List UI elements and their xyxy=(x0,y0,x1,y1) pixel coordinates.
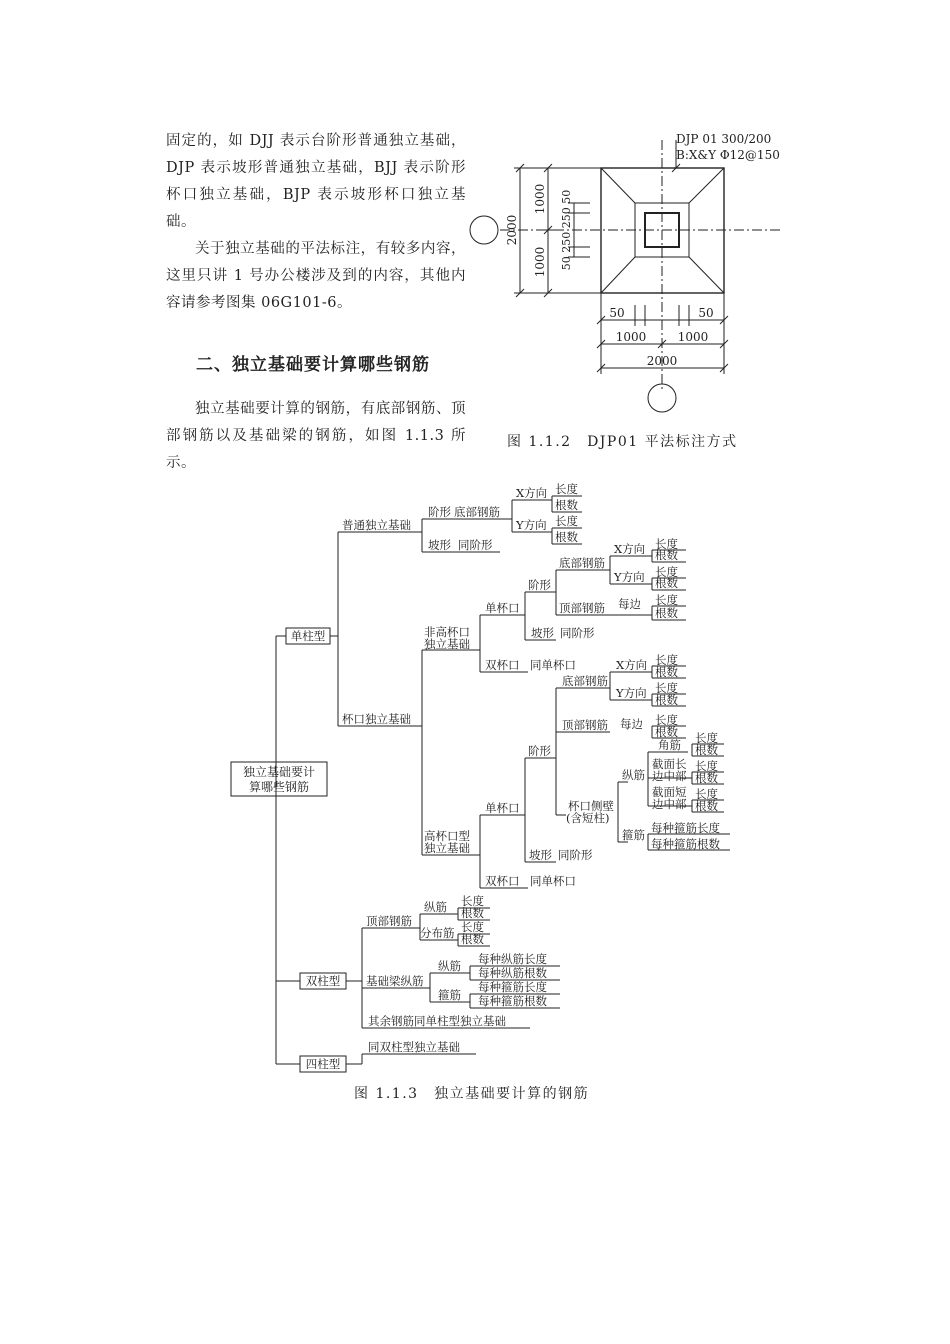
node-double-column: 双柱型 xyxy=(305,974,341,988)
leaf-cnt-7: 根数 xyxy=(655,693,678,707)
leaf-len-7: 长度 xyxy=(655,681,678,695)
node-dc-top: 顶部钢筋 xyxy=(366,914,412,928)
node-nh-bottom: 底部钢筋 xyxy=(559,556,605,570)
leaf-cnt-13: 根数 xyxy=(461,932,484,946)
leaf-long-cnt: 每种纵筋根数 xyxy=(478,966,547,980)
node-dc-beam: 基础梁纵筋 xyxy=(366,974,424,988)
tree-root-line1: 独立基础要计 xyxy=(242,765,316,779)
leaf-len-10: 长度 xyxy=(695,759,718,773)
leaf-cnt-1: 根数 xyxy=(555,498,578,512)
leaf-cnt-11: 根数 xyxy=(695,799,718,813)
tree-root-line2: 算哪些钢筋 xyxy=(248,780,310,794)
node-h-double-cup: 双杯口 xyxy=(485,874,520,888)
leaf-len-2: 长度 xyxy=(555,514,578,528)
node-nh-same-single: 同单杯口 xyxy=(530,658,576,672)
node-cup-footing: 杯口独立基础 xyxy=(342,712,411,726)
dim-left-detail: 50 250 250 50 xyxy=(560,189,573,271)
leaf-long-len: 每种纵筋长度 xyxy=(478,952,547,966)
node-nh-same-step: 同阶形 xyxy=(560,626,595,640)
leaf-stirrup-cnt: 每种箍筋根数 xyxy=(651,837,720,851)
leaf-len-3: 长度 xyxy=(655,537,678,551)
node-h-x: X方向 xyxy=(616,658,648,672)
node-nh-step: 阶形 xyxy=(528,578,551,592)
dim-left-lower: 1000 xyxy=(533,246,547,278)
leaf-cnt-9: 根数 xyxy=(695,743,718,757)
leaf-len-8: 长度 xyxy=(655,713,678,727)
node-four-column: 四柱型 xyxy=(305,1057,341,1071)
leaf-cnt-2: 根数 xyxy=(555,530,578,544)
footing-label-line2: B:X&Y Φ12@150 xyxy=(676,148,780,162)
leaf-cnt-3: 根数 xyxy=(655,548,678,562)
node-single-column: 单柱型 xyxy=(290,629,326,643)
dim-bottom-1000-left: 1000 xyxy=(615,330,647,344)
node-h-same-step: 同阶形 xyxy=(558,848,593,862)
node-ord-step: 阶形 xyxy=(428,505,451,519)
node-short-side-2: 边中部 xyxy=(652,797,687,811)
node-h-single-cup: 单杯口 xyxy=(485,801,520,815)
leaf-len-11: 长度 xyxy=(695,787,718,801)
node-corner-bar: 角筋 xyxy=(658,738,681,752)
node-nh-x: X方向 xyxy=(614,542,646,556)
node-dc-other: 其余钢筋同单柱型独立基础 xyxy=(368,1014,506,1028)
node-high-cup-2: 独立基础 xyxy=(424,841,470,855)
node-ordinary-footing: 普通独立基础 xyxy=(342,518,411,532)
dim-left-total: 2000 xyxy=(505,214,519,246)
node-cup-wall-2: (含短柱) xyxy=(566,811,610,825)
node-cup-wall-1: 杯口侧壁 xyxy=(568,799,614,813)
node-non-high-cup-1: 非高杯口 xyxy=(424,625,470,639)
node-dc-long: 纵筋 xyxy=(424,900,447,914)
leaf-cnt-12: 根数 xyxy=(461,906,484,920)
leaf-len-4: 长度 xyxy=(655,565,678,579)
leaf-stirrup-cnt-2: 每种箍筋根数 xyxy=(478,994,547,1008)
leaf-cnt-10: 根数 xyxy=(695,771,718,785)
figure-113-caption: 图 1.1.3 独立基础要计算的钢筋 xyxy=(354,1086,590,1102)
leaf-len-9: 长度 xyxy=(695,731,718,745)
node-h-y: Y方向 xyxy=(616,686,647,700)
leaf-cnt-8: 根数 xyxy=(655,725,678,739)
node-ord-same-step: 同阶形 xyxy=(458,538,493,552)
node-h-step: 阶形 xyxy=(528,744,551,758)
node-nh-double-cup: 双杯口 xyxy=(485,658,520,672)
node-four-same: 同双柱型独立基础 xyxy=(368,1040,460,1054)
leaf-len-12: 长度 xyxy=(461,894,484,908)
node-h-bottom: 底部钢筋 xyxy=(562,674,608,688)
node-dc-beam-stirrup: 箍筋 xyxy=(438,988,461,1002)
node-ord-slope: 坡形 xyxy=(428,538,451,552)
leaf-stirrup-len: 每种箍筋长度 xyxy=(651,821,720,835)
dim-bottom-50-right: 50 xyxy=(698,306,714,320)
section-heading: 二、独立基础要计算哪些钢筋 xyxy=(196,355,430,375)
node-dc-beam-long: 纵筋 xyxy=(438,959,461,973)
leaf-stirrup-len-2: 每种箍筋长度 xyxy=(478,980,547,994)
node-nh-each-side: 每边 xyxy=(618,597,641,611)
node-ord-y: Y方向 xyxy=(516,518,547,532)
node-long-side-1: 截面长 xyxy=(652,757,687,771)
node-h-each-side: 每边 xyxy=(620,717,643,731)
section-paragraph: 独立基础要计算的钢筋，有底部钢筋、顶部钢筋以及基础梁的钢筋，如图 1.1.3 所示。 xyxy=(166,401,466,471)
intro-paragraph-2: 关于独立基础的平法标注，有较多内容，这里只讲 1 号办公楼涉及到的内容，其他内容请参考图集 06G101-6。 xyxy=(166,241,466,311)
node-h-top: 顶部钢筋 xyxy=(562,718,608,732)
leaf-len-6: 长度 xyxy=(655,653,678,667)
footing-label-line1: DJP 01 300/200 xyxy=(676,132,772,146)
node-long-bar: 纵筋 xyxy=(622,768,645,782)
figure-112-caption: 图 1.1.2 DJP01 平法标注方式 xyxy=(507,434,738,450)
node-h-same-single: 同单杯口 xyxy=(530,874,576,888)
node-nh-y: Y方向 xyxy=(614,570,645,584)
leaf-cnt-4: 根数 xyxy=(655,576,678,590)
node-long-side-2: 边中部 xyxy=(652,769,687,783)
node-ord-bottom: 底部钢筋 xyxy=(454,505,500,519)
node-nh-single-cup: 单杯口 xyxy=(485,601,520,615)
dim-bottom-1000-right: 1000 xyxy=(677,330,709,344)
leaf-cnt-5: 根数 xyxy=(655,606,678,620)
node-non-high-cup-2: 独立基础 xyxy=(424,637,470,651)
node-short-side-1: 截面短 xyxy=(652,785,687,799)
leaf-cnt-6: 根数 xyxy=(655,665,678,679)
dim-bottom-50-left: 50 xyxy=(609,306,625,320)
node-ord-x: X方向 xyxy=(516,486,548,500)
leaf-len-1: 长度 xyxy=(555,482,578,496)
leaf-len-13: 长度 xyxy=(461,920,484,934)
node-h-slope: 坡形 xyxy=(529,848,552,862)
dim-left-upper: 1000 xyxy=(533,183,547,215)
node-nh-top: 顶部钢筋 xyxy=(559,601,605,615)
node-stirrup: 箍筋 xyxy=(622,828,645,842)
intro-paragraph-1: 固定的，如 DJJ 表示台阶形普通独立基础，DJP 表示坡形普通独立基础，BJJ 表示阶形杯口独立基础，BJP 表示坡形杯口独立基础。 xyxy=(166,133,466,230)
node-high-cup-1: 高杯口型 xyxy=(424,829,470,843)
node-dc-dist: 分布筋 xyxy=(420,926,455,940)
leaf-len-5: 长度 xyxy=(655,593,678,607)
node-nh-slope: 坡形 xyxy=(531,626,554,640)
dim-bottom-2000: 2000 xyxy=(646,354,678,368)
